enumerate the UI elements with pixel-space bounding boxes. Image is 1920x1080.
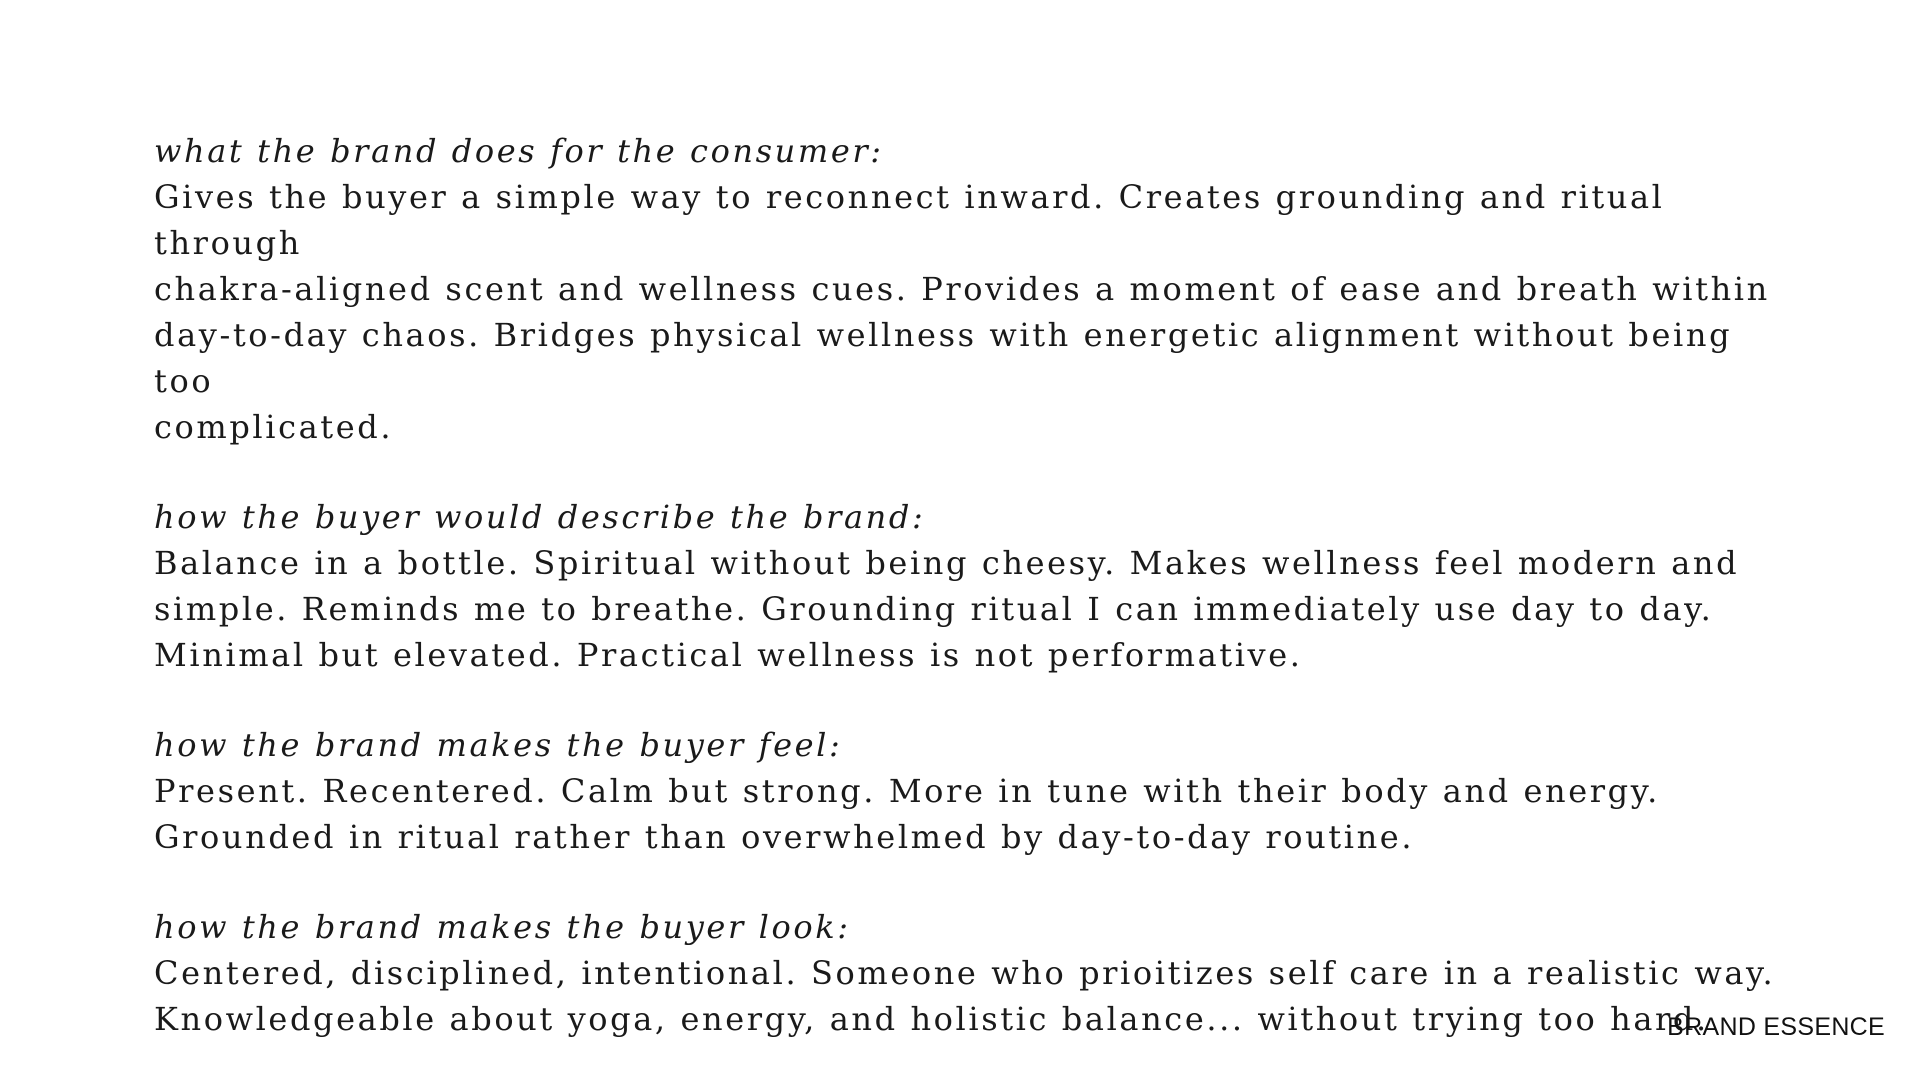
body-line: Knowledgeable about yoga, energy, and holistic balance... without trying too hard. xyxy=(154,1000,1709,1038)
section-body xyxy=(154,174,1804,450)
section-body xyxy=(154,950,1804,1042)
section-heading: how the brand makes the buyer feel: xyxy=(154,726,843,764)
body-line: Centered, disciplined, intentional. Someone who prioitizes self care in a realistic way. xyxy=(154,954,1776,992)
body-line: Grounded in ritual rather than overwhelmed by day-to-day routine. xyxy=(154,818,1415,856)
slide-label: BRAND ESSENCE xyxy=(1667,1013,1885,1041)
section-buyer-description xyxy=(154,494,1804,678)
section-heading: what the brand does for the consumer: xyxy=(154,132,884,170)
body-line: Minimal but elevated. Practical wellness is not performative. xyxy=(154,636,1303,674)
body-line: Present. Recentered. Calm but strong. More in tune with their body and energy. xyxy=(154,772,1660,810)
body-line: chakra-aligned scent and wellness cues. Provides a moment of ease and breath within xyxy=(154,270,1770,308)
section-buyer-look xyxy=(154,904,1804,1042)
section-buyer-feel xyxy=(154,722,1804,860)
body-line: day-to-day chaos. Bridges physical wellness with energetic alignment without being too xyxy=(154,316,1733,400)
body-line: complicated. xyxy=(154,408,394,446)
section-body xyxy=(154,540,1804,678)
body-line: Gives the buyer a simple way to reconnect inward. Creates grounding and ritual through xyxy=(154,178,1665,262)
brand-essence-content xyxy=(154,128,1804,1042)
section-heading: how the brand makes the buyer look: xyxy=(154,908,851,946)
section-heading: how the buyer would describe the brand: xyxy=(154,498,926,536)
section-consumer-benefit xyxy=(154,128,1804,450)
section-body xyxy=(154,768,1804,860)
body-line: Balance in a bottle. Spiritual without being cheesy. Makes wellness feel modern and xyxy=(154,544,1740,582)
body-line: simple. Reminds me to breathe. Grounding ritual I can immediately use day to day. xyxy=(154,590,1714,628)
